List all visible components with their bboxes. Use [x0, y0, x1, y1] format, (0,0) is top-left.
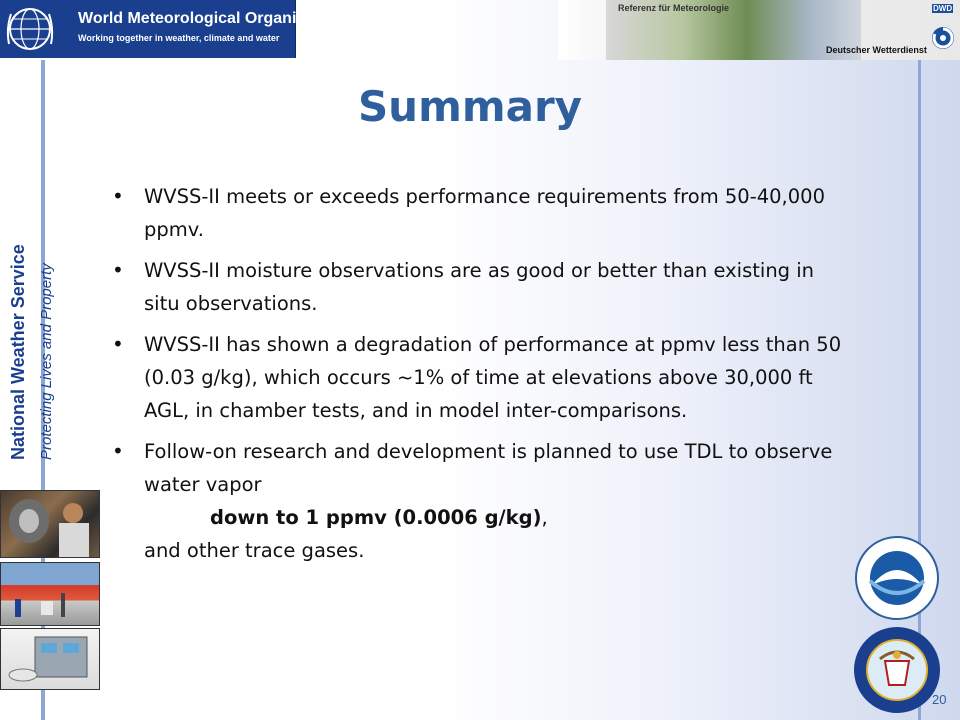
page-title: Summary [357, 82, 583, 131]
photo-technicians [0, 490, 100, 558]
bullet-text: WVSS-II meets or exceeds performance requirements from 50-40,000 ppmv. [144, 185, 825, 241]
dwd-logo-text: DWD [933, 4, 953, 13]
bullet-list [112, 180, 847, 575]
bullet-marker: • [112, 332, 124, 356]
bullet-text: WVSS-II moisture observations are as good or better than existing in situ observations. [144, 259, 815, 315]
list-item [112, 254, 847, 320]
bullet-text: and other trace gases. [144, 539, 365, 562]
bullet-marker: • [112, 184, 124, 208]
list-item [112, 328, 847, 427]
bullet-marker: • [112, 439, 124, 463]
list-item [112, 435, 847, 567]
dwd-banner [558, 0, 960, 60]
dwd-reference-title: Referenz für Meteorologie [618, 3, 730, 13]
wmo-subtitle: Working together in weather, climate and water [78, 33, 280, 43]
doc-seal-icon [852, 625, 942, 715]
bullet-text: WVSS-II has shown a degradation of performance at ppmv less than 50 (0.03 g/kg), which occurs ~1% of time at elevations above 30,000 ft AGL, in chamber tests, and in model inter-comparisons. [144, 333, 842, 422]
nws-tagline: Protecting Lives and Property [38, 263, 55, 460]
wmo-title: World Meteorological Organization [78, 10, 343, 27]
photo-aircraft [0, 562, 100, 626]
list-item [112, 180, 847, 246]
right-divider-line [918, 60, 921, 720]
dwd-logo-icon [930, 14, 956, 54]
bullet-marker: • [112, 258, 124, 282]
wmo-emblem-icon [5, 4, 55, 54]
dwd-name: Deutscher Wetterdienst [826, 45, 927, 55]
photo-sensor-unit [0, 628, 100, 690]
nws-title: National Weather Service [8, 244, 28, 460]
bullet-text: Follow-on research and development is planned to use TDL to observe water vapor [144, 440, 833, 496]
wmo-banner [0, 0, 343, 58]
bullet-emphasis: down to 1 ppmv (0.0006 g/kg) [210, 506, 542, 529]
page-number: 20 [932, 692, 947, 707]
bullet-comma: , [541, 506, 548, 529]
noaa-seal-icon [854, 535, 940, 621]
